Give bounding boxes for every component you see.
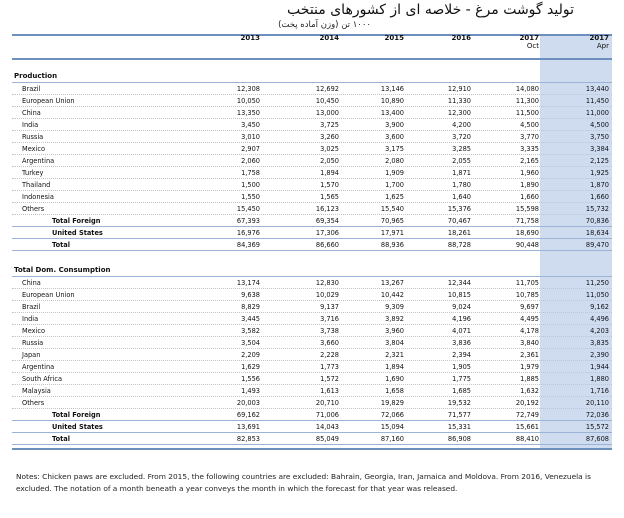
column-header-year: 2017 [589,34,609,42]
row-value: 14,043 [315,423,339,431]
row-value: 17,306 [315,229,339,237]
row-value: 12,692 [315,85,339,93]
row-value: 4,203 [590,327,609,335]
row-value: 3,892 [385,315,404,323]
row-value: 11,705 [515,279,539,287]
row-value: 3,840 [520,339,539,347]
row-value: 11,000 [585,109,609,117]
row-value: 1,660 [590,193,609,201]
row-value: 3,600 [385,133,404,141]
row-value: 1,572 [320,375,339,383]
row-value: 3,750 [590,133,609,141]
row-value: 1,758 [241,169,260,177]
row-value: 1,632 [520,387,539,395]
row-value: 1,925 [590,169,609,177]
row-value: 2,394 [452,351,471,359]
page-title: تولید گوشت مرغ - خلاصه ای از کشورهای منتخب [287,2,574,18]
row-label: Others [22,205,45,213]
row-value: 4,196 [452,315,471,323]
row-value: 13,350 [236,109,260,117]
row-value: 1,716 [590,387,609,395]
row-value: 12,344 [447,279,471,287]
row-value: 1,890 [520,181,539,189]
column-header [549,34,609,50]
row-label: Indonesia [22,193,54,201]
row-value: 3,175 [385,145,404,153]
row-label: Turkey [22,169,44,177]
footnotes: Notes: Chicken paws are excluded. From 2015, the following countries are excluded: Bahrain, Georgia, Iran, Jamaica and Moldova. From 2016, Venezuela is excluded. The notation of a month beneath a year conveys the month in which the forecast for that year was released. [16,472,591,493]
row-value: 9,162 [590,303,609,311]
column-header-year: 2016 [451,34,471,42]
row-label: Japan [22,351,41,359]
row-value: 10,785 [515,291,539,299]
row-value: 4,500 [590,121,609,129]
row-value: 1,773 [320,363,339,371]
row-value: 3,720 [452,133,471,141]
row-value: 1,775 [452,375,471,383]
row-value: 4,500 [520,121,539,129]
row-value: 72,066 [380,411,404,419]
row-value: 1,629 [241,363,260,371]
row-value: 19,829 [380,399,404,407]
row-label: China [22,109,41,117]
row-value: 1,625 [385,193,404,201]
page-subtitle: ۱۰۰۰ تن (وزن آماده پخت) [278,20,371,30]
row-value: 70,965 [380,217,404,225]
row-value: 3,738 [320,327,339,335]
row-label: Total [52,241,71,249]
row-value: 3,450 [241,121,260,129]
row-label: European Union [22,97,75,105]
row-value: 1,556 [241,375,260,383]
row-value: 11,250 [585,279,609,287]
row-label: Argentina [22,363,55,371]
row-value: 10,815 [447,291,471,299]
row-value: 71,006 [315,411,339,419]
row-label: European Union [22,291,75,299]
row-value: 1,894 [320,169,339,177]
row-value: 11,330 [447,97,471,105]
row-value: 10,050 [236,97,260,105]
row-value: 9,697 [520,303,539,311]
row-label: Russia [22,339,44,347]
row-value: 1,690 [385,375,404,383]
row-value: 1,640 [452,193,471,201]
row-value: 1,880 [590,375,609,383]
row-value: 2,050 [320,157,339,165]
row-value: 14,080 [515,85,539,93]
column-header [344,34,404,42]
row-label: Brazil [22,303,41,311]
row-value: 70,467 [447,217,471,225]
row-value: 18,690 [515,229,539,237]
row-value: 1,658 [385,387,404,395]
row-label: Russia [22,133,44,141]
row-value: 13,267 [380,279,404,287]
row-value: 20,110 [585,399,609,407]
row-value: 87,160 [380,435,404,443]
row-value: 10,890 [380,97,404,105]
row-value: 15,598 [515,205,539,213]
row-value: 82,853 [236,435,260,443]
row-value: 15,661 [515,423,539,431]
row-value: 3,836 [452,339,471,347]
row-label: Mexico [22,327,46,335]
row-value: 4,496 [590,315,609,323]
row-value: 1,870 [590,181,609,189]
row-value: 15,540 [380,205,404,213]
section-title: Total Dom. Consumption [14,266,111,274]
row-value: 2,080 [385,157,404,165]
row-value: 1,871 [452,169,471,177]
row-value: 20,192 [515,399,539,407]
row-value: 3,384 [590,145,609,153]
row-value: 86,660 [315,241,339,249]
row-value: 1,700 [385,181,404,189]
row-value: 72,036 [585,411,609,419]
row-value: 15,331 [447,423,471,431]
row-label: United States [52,423,103,431]
row-value: 9,638 [241,291,260,299]
row-value: 88,936 [380,241,404,249]
row-value: 2,209 [241,351,260,359]
column-header-year: 2015 [384,34,404,42]
row-value: 2,055 [452,157,471,165]
row-value: 16,123 [315,205,339,213]
row-value: 88,728 [447,241,471,249]
row-value: 13,146 [380,85,404,93]
row-value: 2,361 [520,351,539,359]
column-header [279,34,339,42]
column-header [200,34,260,42]
row-value: 9,137 [320,303,339,311]
row-value: 13,174 [236,279,260,287]
row-value: 3,770 [520,133,539,141]
row-label: Thailand [22,181,51,189]
row-value: 4,178 [520,327,539,335]
column-header-year: 2017 [519,34,539,42]
row-label: South Africa [22,375,63,383]
section-title: Production [14,72,58,80]
row-value: 15,732 [585,205,609,213]
row-value: 4,200 [452,121,471,129]
row-label: Total [52,435,71,443]
row-value: 3,660 [320,339,339,347]
row-label: Malaysia [22,387,51,395]
row-value: 1,570 [320,181,339,189]
row-value: 10,442 [380,291,404,299]
row-value: 12,910 [447,85,471,93]
row-value: 12,308 [236,85,260,93]
row-value: 70,836 [585,217,609,225]
row-value: 1,565 [320,193,339,201]
column-header-year: 2013 [240,34,260,42]
row-value: 4,071 [452,327,471,335]
row-value: 2,907 [241,145,260,153]
row-value: 1,944 [590,363,609,371]
row-value: 1,885 [520,375,539,383]
row-value: 1,905 [452,363,471,371]
row-value: 11,300 [515,97,539,105]
row-value: 2,060 [241,157,260,165]
row-value: 3,285 [452,145,471,153]
row-value: 71,758 [515,217,539,225]
row-value: 13,691 [236,423,260,431]
row-label: Total Foreign [52,217,101,225]
row-value: 11,050 [585,291,609,299]
row-label: India [22,121,39,129]
row-value: 87,608 [585,435,609,443]
row-value: 3,900 [385,121,404,129]
row-value: 1,894 [385,363,404,371]
row-value: 84,369 [236,241,260,249]
row-value: 1,613 [320,387,339,395]
row-value: 72,749 [515,411,539,419]
row-value: 3,716 [320,315,339,323]
row-value: 13,440 [585,85,609,93]
column-header-year: 2014 [319,34,339,42]
row-value: 3,804 [385,339,404,347]
row-value: 16,976 [236,229,260,237]
row-value: 3,260 [320,133,339,141]
row-value: 1,909 [385,169,404,177]
row-value: 86,908 [447,435,471,443]
row-value: 3,504 [241,339,260,347]
row-value: 2,165 [520,157,539,165]
row-value: 15,376 [447,205,471,213]
row-label: United States [52,229,103,237]
row-value: 9,309 [385,303,404,311]
row-value: 20,003 [236,399,260,407]
row-label: India [22,315,39,323]
row-value: 69,354 [315,217,339,225]
row-value: 18,261 [447,229,471,237]
row-divider [12,250,612,251]
row-value: 71,577 [447,411,471,419]
row-value: 10,029 [315,291,339,299]
row-label: Argentina [22,157,55,165]
row-value: 13,000 [315,109,339,117]
row-value: 1,660 [520,193,539,201]
row-value: 15,094 [380,423,404,431]
row-value: 2,125 [590,157,609,165]
row-value: 3,445 [241,315,260,323]
row-value: 2,390 [590,351,609,359]
row-value: 69,162 [236,411,260,419]
row-value: 15,572 [585,423,609,431]
row-value: 11,450 [585,97,609,105]
row-value: 15,450 [236,205,260,213]
row-value: 19,532 [447,399,471,407]
row-value: 12,300 [447,109,471,117]
row-value: 85,049 [315,435,339,443]
row-label: Mexico [22,145,46,153]
row-value: 1,960 [520,169,539,177]
row-value: 18,634 [585,229,609,237]
row-value: 3,725 [320,121,339,129]
row-value: 1,550 [241,193,260,201]
row-value: 90,448 [515,241,539,249]
column-header-month: Oct [526,42,539,50]
column-header [479,34,539,50]
table-bottom-rule [12,448,612,450]
row-value: 10,450 [315,97,339,105]
row-value: 2,228 [320,351,339,359]
row-value: 1,685 [452,387,471,395]
row-value: 3,960 [385,327,404,335]
column-header-month: Apr [596,42,609,50]
row-value: 3,335 [520,145,539,153]
row-label: Total Foreign [52,411,101,419]
row-divider [12,444,612,445]
column-header [411,34,471,42]
row-value: 89,470 [585,241,609,249]
row-value: 8,829 [241,303,260,311]
row-value: 67,393 [236,217,260,225]
row-value: 1,979 [520,363,539,371]
row-value: 17,971 [380,229,404,237]
row-label: China [22,279,41,287]
row-value: 9,024 [452,303,471,311]
row-value: 4,495 [520,315,539,323]
row-value: 3,025 [320,145,339,153]
row-value: 2,321 [385,351,404,359]
row-value: 3,835 [590,339,609,347]
header-bottom-rule [12,58,612,60]
row-value: 13,400 [380,109,404,117]
row-value: 1,780 [452,181,471,189]
row-value: 3,582 [241,327,260,335]
row-label: Brazil [22,85,41,93]
row-value: 1,500 [241,181,260,189]
row-value: 3,010 [241,133,260,141]
row-label: Others [22,399,45,407]
row-value: 88,410 [515,435,539,443]
row-value: 11,500 [515,109,539,117]
row-value: 12,830 [315,279,339,287]
row-value: 20,710 [315,399,339,407]
row-value: 1,493 [241,387,260,395]
